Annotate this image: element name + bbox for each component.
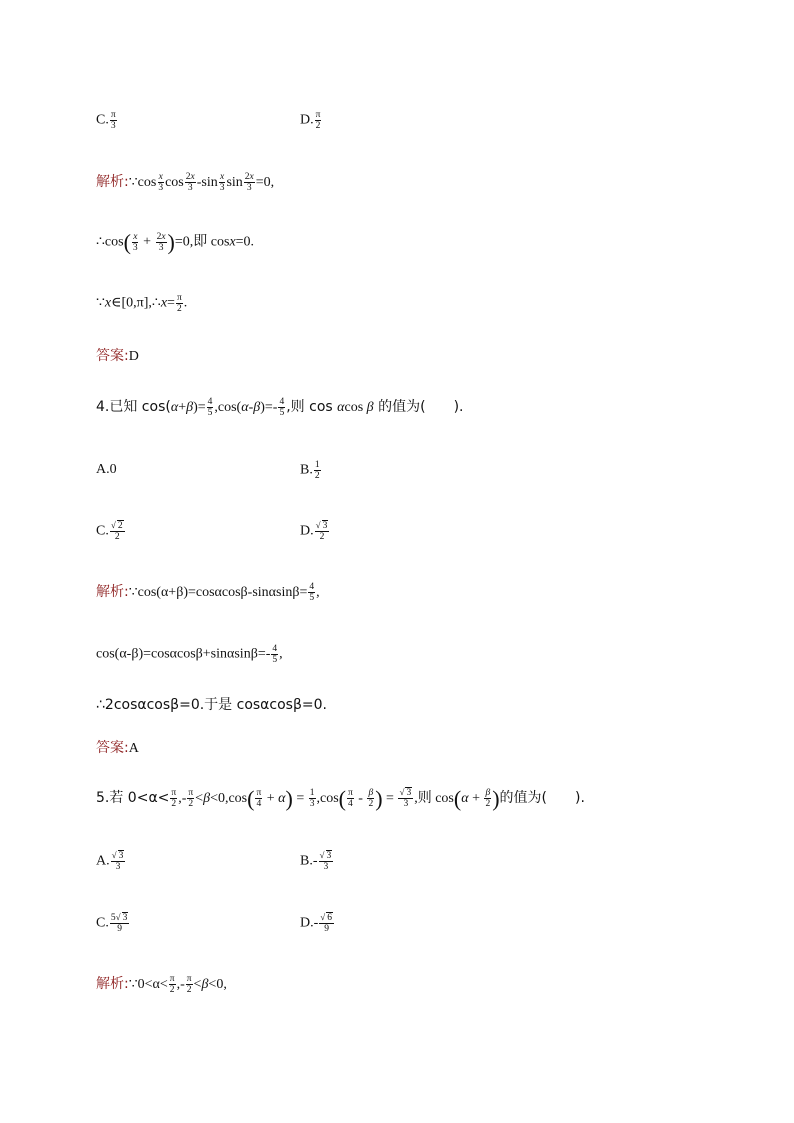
q4-stem: 4.已知 cos(α+β)= $\frac{4}{5}$ ,cos(α-β)=- $\frac{4}{5}$ ,则 cos αcos β 的值为( ).: [96, 397, 464, 419]
q5-stem: 5.若 0<α< $\frac{\pi}{2}$ ,- $\frac{\pi}{2}$ <β<0,cos( $\frac{\pi}{4}$ + α) = $\frac{1}{3}$ ,cos( $\frac{\pi}{4}$ - $\frac{\beta}{2}$ ) = √ $\frac{3}{3}$ ,则 cos(α + $\frac{\beta}{2}$ )的值为( ).: [96, 788, 585, 809]
q5-analysis-line-1: 解析:∵0<α< $\frac{\pi}{2}$ ,- $\frac{\pi}{2}$ <β<0,: [96, 974, 227, 996]
q4-analysis-line-2: cos(α-β)=cosαcosβ+sinαsinβ=- $\frac{4}{5}$ ,: [96, 644, 283, 665]
q4-options-cd: C. √ $\frac{2}{2}$ D. √ $\frac{3}{2}$: [96, 521, 126, 542]
answer-value: D: [128, 349, 139, 364]
q3-analysis-line-1: 解析:∵cos $\frac{x}{3}$ cos $\frac{2x}{3}$ -sin $\frac{x}{3}$ sin $\frac{2x}{3}$ =0,: [96, 172, 275, 194]
option-d: D. √ $\frac{3}{2}$: [300, 521, 330, 542]
q3-analysis-line-3: ∵x∈[0,π],∴x= $\frac{\pi}{2}$ .: [96, 293, 188, 314]
option-c-fraction: √ $\frac{2}{2}$: [110, 521, 125, 542]
answer-label: 答案:: [96, 740, 129, 756]
option-d: D.- √ $\frac{6}{9}$: [300, 913, 335, 934]
option-b: B.- √ $\frac{3}{3}$: [300, 851, 334, 872]
option-a: A.0: [96, 462, 117, 477]
q5-options-ab: A. √ $\frac{3}{3}$ B.- √ $\frac{3}{3}$: [96, 851, 126, 872]
option-c-fraction: $\frac{\pi}{3}$: [110, 110, 116, 131]
option-d: D. $\frac{\pi}{2}$: [300, 110, 321, 131]
q3-analysis-line-2: ∴cos( $\frac{x}{3}$ + $\frac{2x}{3}$ )=0,即 cosx=0.: [96, 229, 255, 255]
q3-answer: [96, 346, 139, 367]
q4-analysis-line-1: 解析:∵cos(α+β)=cosαcosβ-sinαsinβ= $\frac{4}{5}$ ,: [96, 582, 320, 604]
q5-options-cd: C. $\frac{5√ 3}{9}$ D.- √ $\frac{6}{9}$: [96, 913, 130, 934]
analysis-label: 解析:: [96, 584, 129, 600]
q4-options-ab: [96, 460, 320, 481]
answer-label: 答案:: [96, 348, 129, 364]
option-b: B. $\frac{1}{2}$: [300, 460, 320, 481]
analysis-label: 解析:: [96, 174, 129, 190]
option-row-cd: [96, 110, 321, 131]
option-c-fraction: $\frac{5√ 3}{9}$: [110, 913, 130, 934]
option-a-fraction: √ $\frac{3}{3}$: [111, 851, 126, 872]
analysis-label: 解析:: [96, 976, 129, 992]
answer-value: A: [128, 741, 139, 756]
q4-analysis-line-3: ∴2cosαcosβ=0.于是 cosαcosβ=0.: [96, 697, 327, 713]
option-c-label: C.: [96, 112, 109, 128]
q4-answer: [96, 738, 139, 759]
